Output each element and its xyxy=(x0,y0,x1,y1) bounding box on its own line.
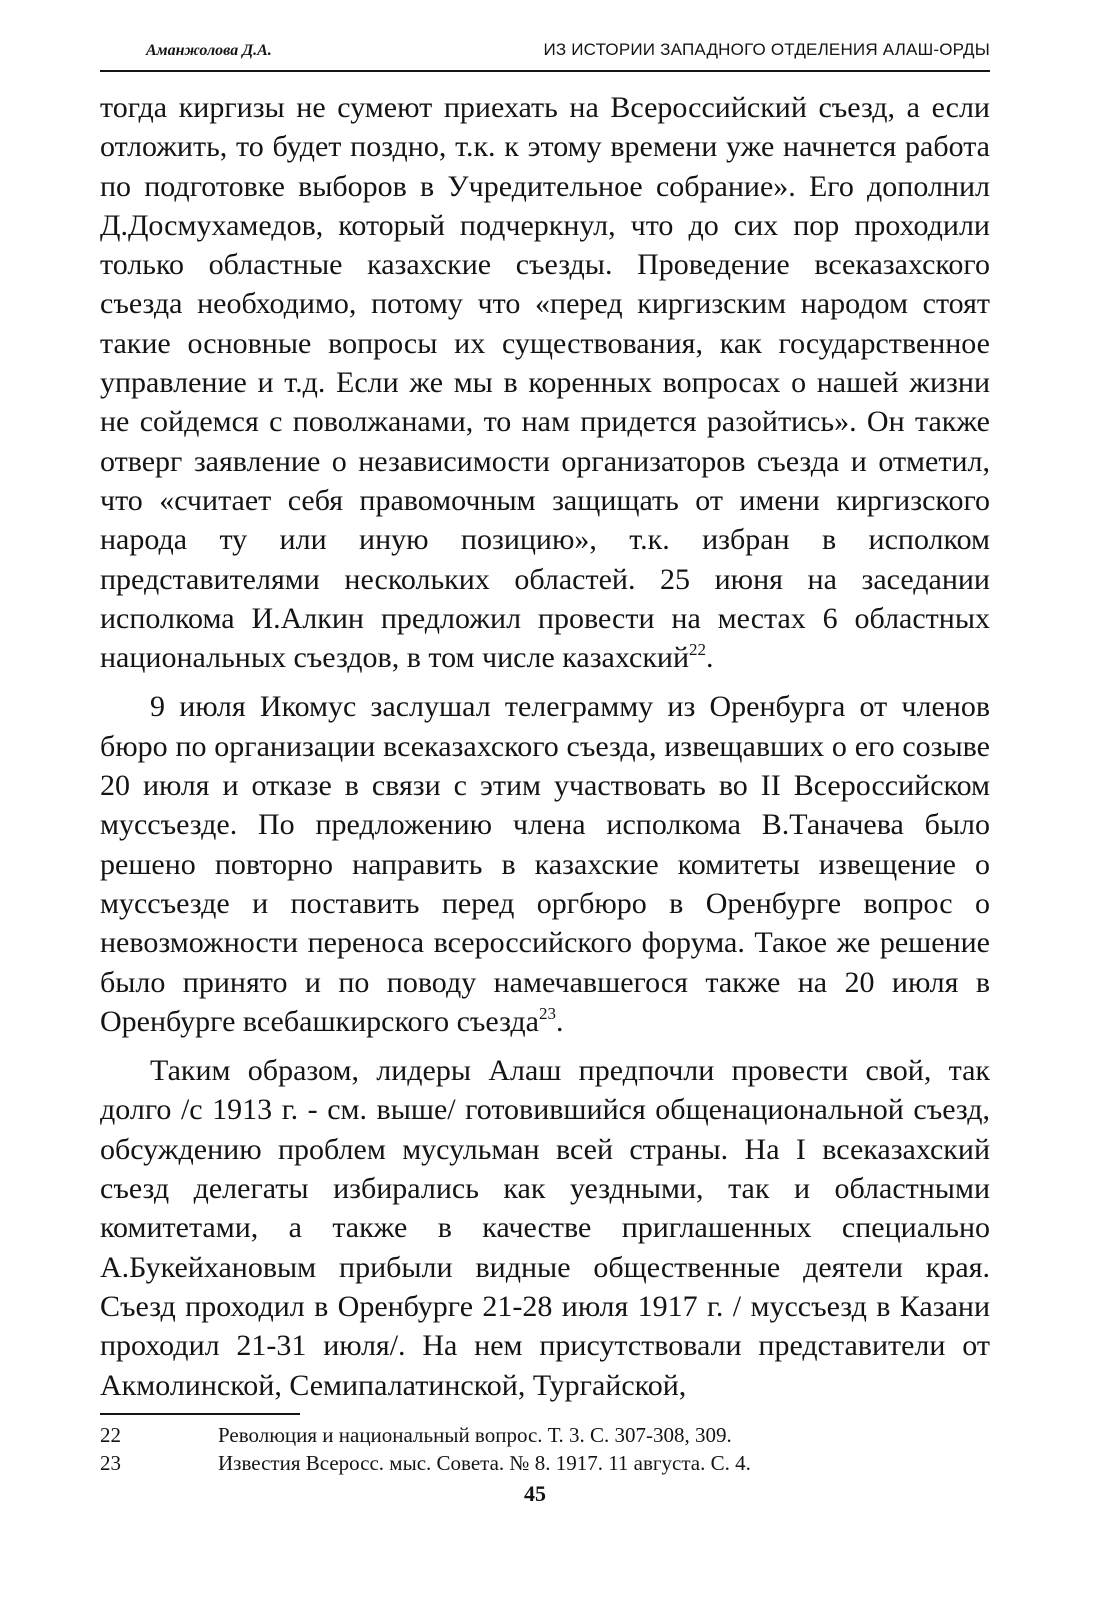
paragraph-3 xyxy=(100,1051,990,1405)
book-page xyxy=(100,40,990,1507)
body-text xyxy=(100,88,990,1405)
footnote-divider xyxy=(100,1413,300,1415)
paragraph-1-end: . xyxy=(706,641,714,675)
running-head-author: Аманжолова Д.А. xyxy=(146,42,272,59)
paragraph-2-text: 9 июля Икомус заслушал телеграмму из Оренбурга от членов бюро по организации всеказахского съезда, извещавших о его созыве 20 июля и отказе в связи с этим участвовать во II Всероссийском муссъезде. По предложению члена исполкома В.Таначева было решено повторно направить в казахские комитеты извещение о муссъезде и поставить перед оргбюро в Оренбурге вопрос о невозможности переноса всероссийского форума. Такое же решение было принято и по поводу намечавшегося также на 20 июля в Оренбурге всебашкирского съезда xyxy=(100,690,990,1038)
paragraph-3-text: Таким образом, лидеры Алаш предпочли провести свой, так долго /с 1913 г. - см. выше/ готовившийся общенациональной съезд, обсуждению проблем мусульман всей страны. На I всеказахский съезд делегаты избирались как уездными, так и областными комитетами, а также в качестве приглашенных специально А.Букейхановым прибыли видные общественные деятели края. Съезд проходил в Оренбурге 21-28 июля 1917 г. / муссъезд в Казани проходил 21-31 июля/. На нем присутствовали представители от Акмолинской, Семипалатинской, Тургайской, xyxy=(100,1054,990,1402)
footnote-ref-22: 22 xyxy=(689,640,706,660)
footnote-ref-23: 23 xyxy=(539,1003,556,1023)
paragraph-2 xyxy=(100,687,990,1041)
running-head xyxy=(100,40,990,72)
paragraph-2-end: . xyxy=(556,1004,564,1038)
footnotes xyxy=(100,1421,990,1477)
paragraph-1-text: тогда киргизы не сумеют приехать на Всероссийский съезд, а если отложить, то будет поздно, т.к. к этому времени уже начнется работа по подготовке выборов в Учредительное собрание». Его дополнил Д.Досмухамедов, который подчеркнул, что до сих пор проходили только областные казахские съезды. Проведение всеказахского съезда необходимо, потому что «перед киргизским народом стоят такие основные вопросы их существования, как государственное управление и т.д. Если же мы в коренных вопросах о нашей жизни не сойдемся с поволжанами, то нам придется разойтись». Он также отверг заявление о независимости организаторов съезда и отметил, что «считает себя правомочным защищать от имени киргизского народа ту или иную позицию», т.к. избран в исполком представителями нескольких областей. 25 июня на заседании исполкома И.Алкин предложил провести на местах 6 областных национальных съездов, в том числе казахский xyxy=(100,91,990,675)
paragraph-1 xyxy=(100,88,990,677)
footnote-text: Революция и национальный вопрос. Т. 3. С. 307-308, 309. xyxy=(218,1422,732,1447)
footnote-text: Известия Всеросс. мыс. Совета. № 8. 1917. 11 августа. С. 4. xyxy=(218,1450,751,1475)
running-head-title: ИЗ ИСТОРИИ ЗАПАДНОГО ОТДЕЛЕНИЯ АЛАШ-ОРДЫ xyxy=(543,40,990,59)
footnote-number: 22 xyxy=(100,1422,121,1447)
footnote-22 xyxy=(100,1421,990,1449)
footnote-23 xyxy=(100,1449,990,1477)
footnote-number: 23 xyxy=(100,1450,121,1475)
page-number: 45 xyxy=(524,1480,546,1506)
